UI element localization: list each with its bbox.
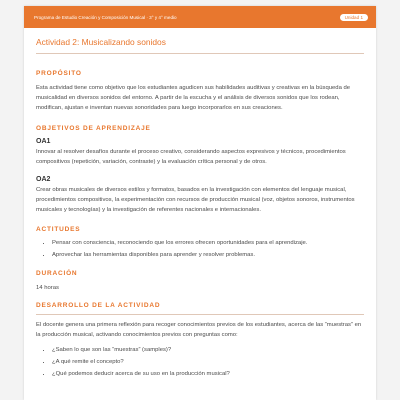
proposito-text: Esta actividad tiene como objetivo que los estudiantes agudicen sus habilidades auditivas y creativas en la búsqueda de musicalidad en diversos sonidos del entorno. A partir de la escucha y el análisis de diversos sonidos que los rodean, modifican, ajustan e inventan nuevas sonoridades para luego incorporarlos en sus creaciones. [36,85,351,111]
objetivos-section [36,125,364,215]
desarrollo-section [36,302,364,380]
duracion-heading: DURACIÓN [36,270,78,278]
unit-badge: Unidad 1 [340,14,368,21]
list-item: • Aprovechar las herramientas disponibles para aprender y resolver problemas. [52,249,364,261]
document-page [24,6,376,400]
section-divider [36,314,364,315]
oa1-text: Innovar al resolver desafíos durante el proceso creativo, considerando aspectos expresivos y técnicos, procedimientos compositivos (repetición, variación, contraste) y la evaluación crítica personal y de otros. [36,149,346,166]
duracion-section [36,270,364,294]
objetivos-heading: OBJETIVOS DE APRENDIZAJE [36,125,151,133]
list-item: • ¿A qué remite el concepto? [52,356,364,368]
desarrollo-heading: DESARROLLO DE LA ACTIVIDAD [36,302,161,310]
actitudes-list [36,237,364,261]
proposito-section [36,70,364,113]
proposito-heading: PROPÓSITO [36,70,82,77]
activity-title: Actividad 2: Musicalizando sonidos [36,37,364,54]
oa2-code: OA2 [36,175,51,183]
desarrollo-questions [36,344,364,380]
actitudes-section [36,226,364,261]
oa2-text: Crear obras musicales de diversos estilos y formatos, basados en la investigación con elementos del lenguaje musical, procedimientos compositivos, la experimentación con recursos de producción musical (voz, objetos sonoros, instrumentos musicales y tecnologías) y la investigación de referentes nacionales e internacionales. [36,186,355,213]
list-item: • ¿Saben lo que son las “muestras” (samples)? [52,344,364,356]
duracion-text: 14 horas [36,285,59,292]
document-content [24,37,376,380]
actitudes-heading: ACTITUDES [36,226,81,234]
desarrollo-text: El docente genera una primera reflexión para recoger conocimientos previos de los estudiantes, acerca de las “muestras” en la producción musical, activando conocimientos previos con preguntas como: [36,322,362,338]
program-title: Programa de Estudio Creación y Composición Musical · 3° y 4° medio [34,14,177,20]
list-item: • ¿Qué podemos deducir acerca de su uso en la producción musical? [52,368,364,380]
header-bar [24,6,376,28]
list-item: • Pensar con consciencia, reconociendo que los errores ofrecen oportunidades para el aprendizaje. [52,237,364,249]
oa1-code: OA1 [36,138,51,146]
